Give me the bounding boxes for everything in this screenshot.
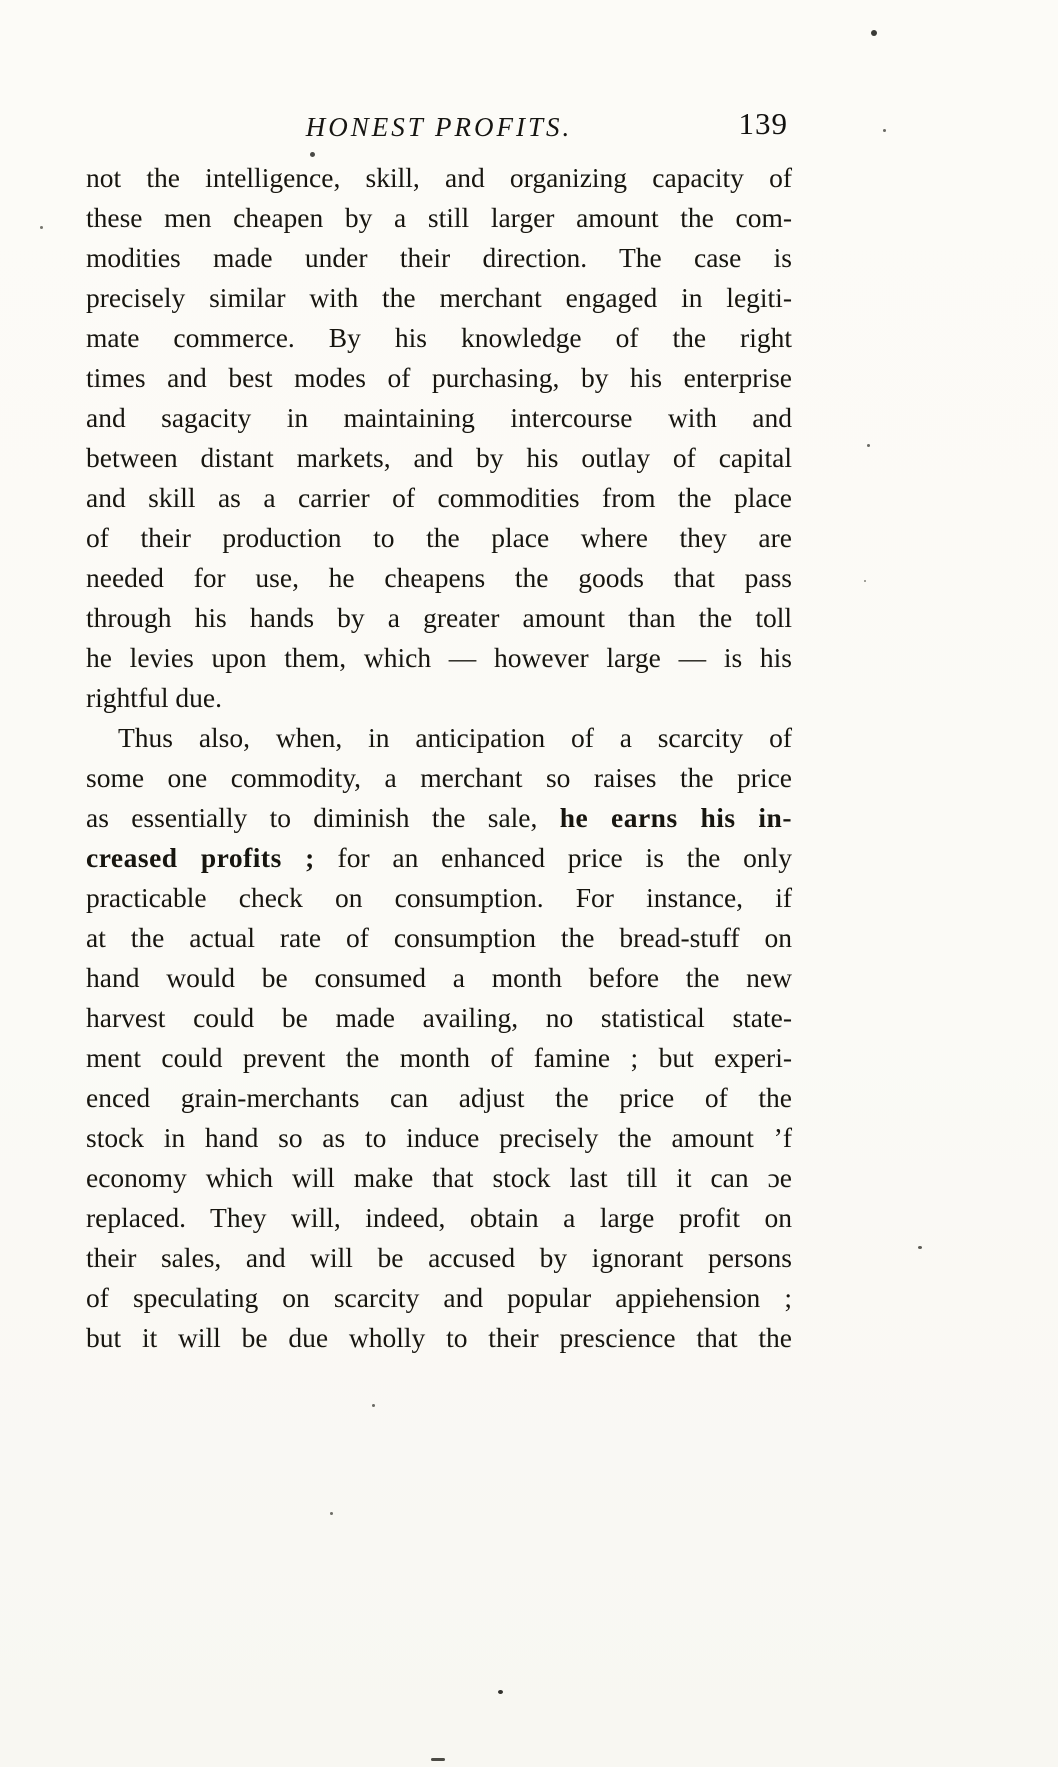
text-line: mate commerce. By his knowledge of the right <box>86 322 792 353</box>
text-line: of speculating on scarcity and popular appiehension ; <box>86 1282 792 1313</box>
text-line: he levies upon them, which — however large — is his <box>86 642 792 673</box>
text-line: and sagacity in maintaining intercourse with and <box>86 402 792 433</box>
paragraph <box>86 158 792 718</box>
speck <box>310 152 315 157</box>
text-line: through his hands by a greater amount than the toll <box>86 602 792 633</box>
running-title: HONEST PROFITS. <box>305 112 573 142</box>
text-line: stock in hand so as to induce precisely the amount ’f <box>86 1122 792 1153</box>
text-line: between distant markets, and by his outlay of capital <box>86 442 792 473</box>
text-line: and skill as a carrier of commodities from the place <box>86 482 792 513</box>
speck <box>431 1758 445 1761</box>
text-line: Thus also, when, in anticipation of a scarcity of <box>118 722 792 753</box>
text-line: needed for use, he cheapens the goods that pass <box>86 562 792 593</box>
text-line: but it will be due wholly to their prescience that the <box>86 1322 792 1353</box>
text-line: these men cheapen by a still larger amount the com- <box>86 202 792 233</box>
speck <box>330 1512 333 1515</box>
text-line: not the intelligence, skill, and organizing capacity of <box>86 162 792 193</box>
speck <box>372 1404 375 1407</box>
speck <box>918 1246 922 1249</box>
page-number: 139 <box>738 106 788 141</box>
speck <box>864 580 866 582</box>
text-line: replaced. They will, indeed, obtain a large profit on <box>86 1202 792 1233</box>
text-line: at the actual rate of consumption the bread-stuff on <box>86 922 792 953</box>
text-line: modities made under their direction. The case is <box>86 242 792 273</box>
text-line: some one commodity, a merchant so raises the price <box>86 762 792 793</box>
text-line: enced grain-merchants can adjust the price of the <box>86 1082 792 1113</box>
text-block <box>86 158 792 1358</box>
paragraph <box>86 718 792 1358</box>
text-line: economy which will make that stock last till it can ɔe <box>86 1162 792 1193</box>
text-line: rightful due. <box>86 682 222 713</box>
text-line: practicable check on consumption. For instance, if <box>86 882 792 913</box>
speck <box>871 30 877 36</box>
page-header <box>88 106 790 150</box>
text-line: their sales, and will be accused by ignorant persons <box>86 1242 792 1273</box>
speck <box>498 1690 503 1694</box>
text-line: hand would be consumed a month before the new <box>86 962 792 993</box>
speck <box>40 226 43 229</box>
speck <box>883 129 886 132</box>
text-line: as essentially to diminish the sale, he earns his in- <box>86 802 793 833</box>
text-line: ment could prevent the month of famine ; but experi- <box>86 1042 792 1073</box>
text-line: creased profits ; for an enhanced price is the only <box>86 842 792 873</box>
text-line: harvest could be made availing, no statistical state- <box>86 1002 792 1033</box>
text-line: of their production to the place where they are <box>86 522 792 553</box>
text-line: times and best modes of purchasing, by his enterprise <box>86 362 792 393</box>
speck <box>867 444 870 447</box>
text-line: precisely similar with the merchant engaged in legiti- <box>86 282 792 313</box>
